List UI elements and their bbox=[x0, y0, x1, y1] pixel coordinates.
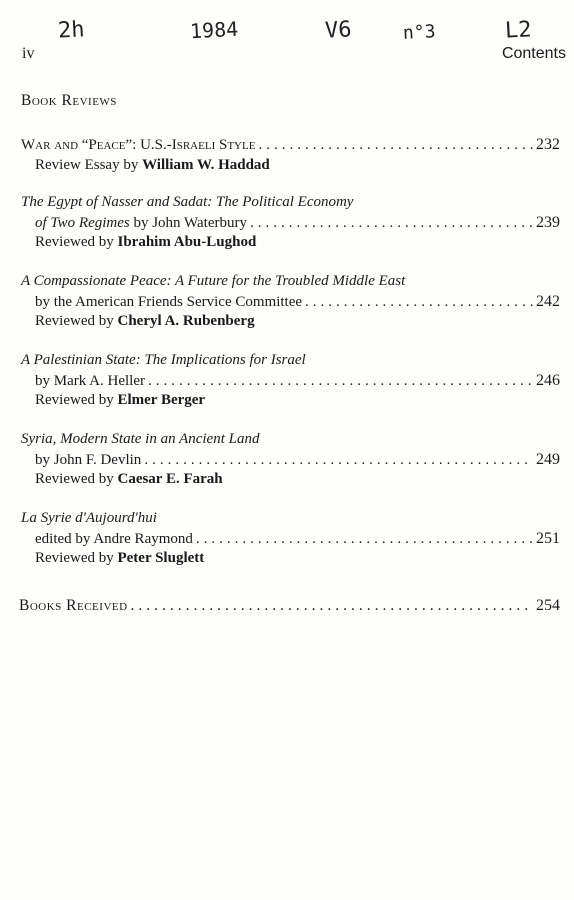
toc-entry-page: 242 bbox=[536, 292, 560, 310]
toc-entry bbox=[21, 351, 560, 411]
toc-entry-reviewer-line bbox=[21, 549, 560, 569]
reviewer-name: Caesar E. Farah bbox=[117, 471, 223, 487]
toc-entry-reviewer-line bbox=[21, 391, 560, 411]
dot-leader bbox=[131, 597, 533, 615]
toc-entry-reviewer-line bbox=[21, 156, 560, 176]
running-head-title: Contents bbox=[501, 45, 566, 62]
toc-entry-page: 239 bbox=[536, 213, 560, 231]
toc-entry-byline: by Mark A. Heller bbox=[35, 372, 145, 389]
toc-entry-page: 251 bbox=[536, 529, 560, 547]
toc-entry-title-line bbox=[21, 430, 560, 450]
toc-entry bbox=[21, 135, 560, 175]
reviewer-prefix: Reviewed by bbox=[35, 392, 114, 408]
reviewer-name: Ibrahim Abu-Lughod bbox=[117, 234, 257, 250]
toc-entry-title-line bbox=[21, 193, 560, 213]
reviewer-name: William W. Haddad bbox=[142, 156, 270, 173]
dot-leader bbox=[258, 136, 533, 156]
toc-entry-byline: by John Waterbury bbox=[133, 214, 247, 231]
toc-entry-title: A Palestinian State: The Implications for Israel bbox=[21, 352, 306, 368]
toc-entry-title-line bbox=[21, 135, 560, 156]
toc-entry-page: 249 bbox=[536, 450, 560, 468]
toc-entry-byline-line bbox=[21, 292, 560, 313]
dot-leader bbox=[250, 214, 533, 234]
toc-entry bbox=[21, 272, 560, 332]
dot-leader bbox=[144, 451, 533, 471]
toc-entry-page: 246 bbox=[536, 371, 560, 389]
toc-entry-title: A Compassionate Peace: A Future for the Troubled Middle East bbox=[21, 273, 406, 289]
toc-entry-title-line bbox=[21, 272, 560, 292]
reviewer-name: Elmer Berger bbox=[117, 392, 206, 408]
toc-entry-reviewer-line bbox=[21, 233, 560, 253]
toc-entry-byline: by the American Friends Service Committee bbox=[35, 293, 303, 310]
toc-entry bbox=[21, 430, 560, 490]
toc-entry-byline: edited by Andre Raymond bbox=[35, 530, 193, 547]
toc-entry-reviewer-line bbox=[21, 312, 560, 332]
toc-entry-title: La Syrie d'Aujourd'hui bbox=[21, 510, 157, 526]
toc-entry-byline: by John F. Devlin bbox=[35, 451, 142, 468]
reviewer-name: Cheryl A. Rubenberg bbox=[117, 313, 255, 329]
toc-entry-title: The Egypt of Nasser and Sadat: The Political Economy bbox=[21, 194, 354, 210]
reviewer-prefix: Reviewed by bbox=[35, 471, 114, 487]
dot-leader bbox=[196, 530, 533, 550]
section-title: Book Reviews bbox=[21, 92, 117, 109]
toc-entry-byline-line bbox=[21, 371, 560, 392]
books-received-page: 254 bbox=[536, 597, 560, 614]
toc-entry-title-line bbox=[21, 351, 560, 371]
toc-entry-title: War and “Peace”: U.S.-Israeli Style bbox=[21, 137, 256, 153]
page-number: iv bbox=[22, 45, 35, 62]
toc-entry-title: Syria, Modern State in an Ancient Land bbox=[21, 431, 260, 447]
handwritten-note-4: n°3 bbox=[402, 21, 437, 44]
books-received-label: Books Received bbox=[19, 597, 128, 614]
toc-entry-reviewer-line bbox=[21, 470, 560, 490]
handwritten-note-3: V6 bbox=[324, 17, 353, 44]
handwritten-note-2: 1984 bbox=[189, 16, 239, 44]
reviewer-prefix: Reviewed by bbox=[35, 550, 114, 566]
reviewer-name: Peter Sluglett bbox=[117, 550, 205, 566]
handwritten-note-5: L2 bbox=[504, 17, 533, 44]
reviewer-prefix: Review Essay by bbox=[35, 156, 139, 173]
toc-entry bbox=[21, 509, 560, 569]
running-head bbox=[22, 45, 566, 63]
toc-entry-page: 232 bbox=[536, 136, 560, 153]
toc-entry-byline-line bbox=[21, 529, 560, 550]
toc-entry bbox=[21, 193, 560, 253]
toc-entry-title-line bbox=[21, 509, 560, 529]
reviewer-prefix: Reviewed by bbox=[35, 313, 114, 329]
reviewer-prefix: Reviewed by bbox=[35, 234, 114, 250]
toc-entry-title-continued: of Two Regimes bbox=[35, 214, 130, 231]
toc-entry-title-line bbox=[21, 213, 560, 234]
books-received-entry bbox=[19, 597, 560, 615]
dot-leader bbox=[305, 293, 533, 313]
toc-entry-byline-line bbox=[21, 450, 560, 471]
dot-leader bbox=[148, 372, 533, 392]
handwritten-note-1: 2h bbox=[57, 17, 86, 44]
